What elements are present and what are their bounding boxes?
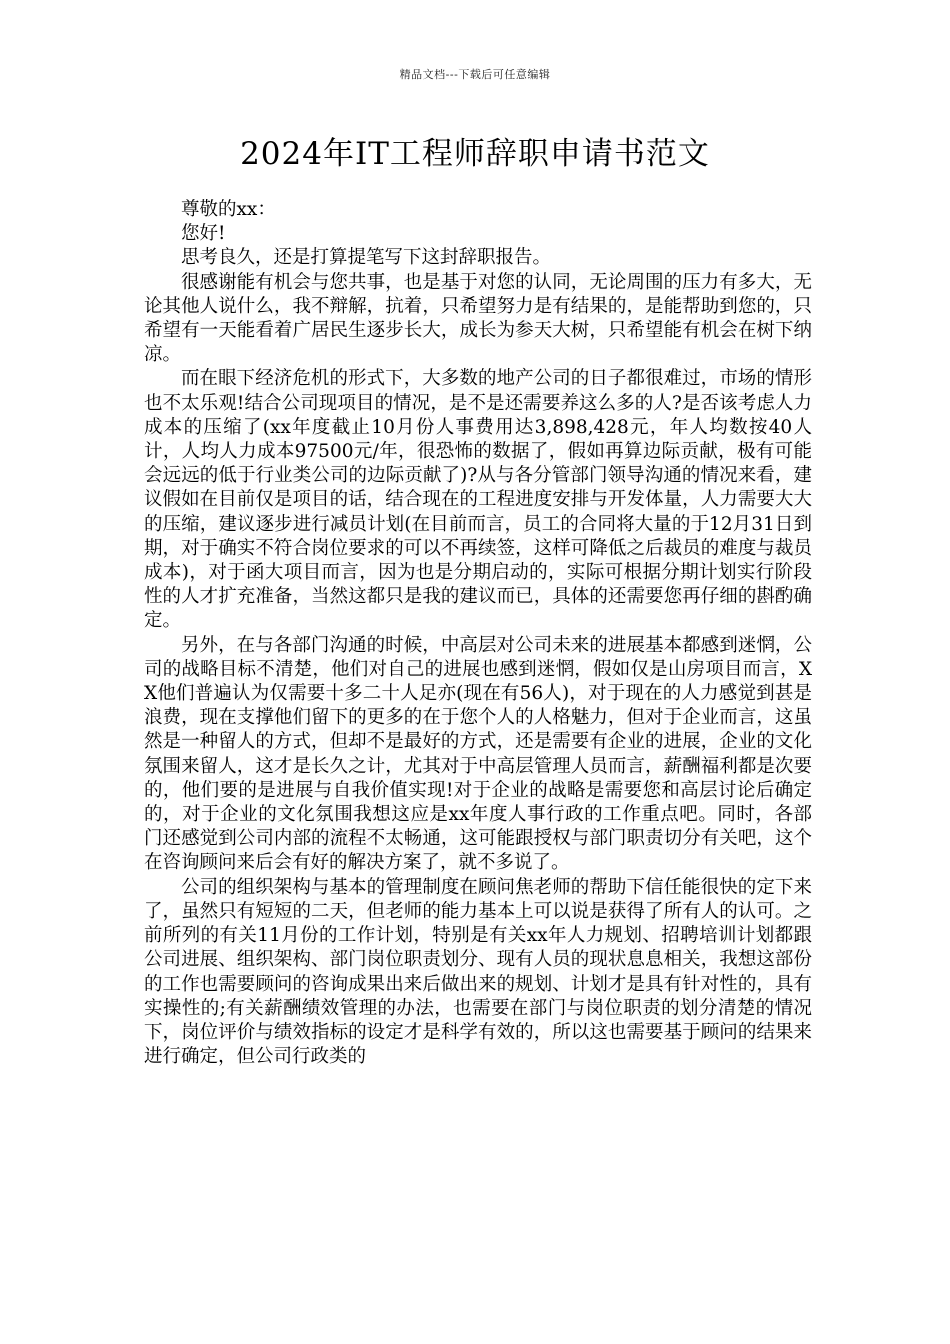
- paragraph: 很感谢能有机会与您共事，也是基于对您的认同，无论周围的压力有多大，无论其他人说什么，我不辩解，抗着，只希望努力是有结果的，是能帮助到您的，只希望有一天能看着广居民生逐步长大，成长为参天大树，只希望能有机会在树下纳凉。: [144, 271, 812, 366]
- document-body: [144, 198, 812, 1069]
- paragraph: 而在眼下经济危机的形式下，大多数的地产公司的日子都很难过，市场的情形也不太乐观!结合公司现项目的情况，是不是还需要养这么多的人?是否该考虑人力成本的压缩了(xx年度截止10月份人事费用达3,898,428元，年人均数按40人计，人均人力成本97500元/年，很恐怖的数据了，假如再算边际贡献，极有可能会远远的低于行业类公司的边际贡献了)?从与各分管部门领导沟通的情况来看，建议假如在目前仅是项目的话，结合现在的工程进度安排与开发体量，人力需要大大的压缩，建议逐步进行减员计划(在目前而言，员工的合同将大量的于12月31日到期，对于确实不符合岗位要求的可以不再续签，这样可降低之后裁员的难度与裁员成本)，对于函大项目而言，因为也是分期启动的，实际可根据分期计划实行阶段性的人才扩充准备，当然这都只是我的建议而已，具体的还需要您再仔细的斟酌确定。: [144, 368, 812, 632]
- header-note: 精品文档---下载后可任意编辑: [399, 68, 551, 81]
- paragraph: 思考良久，还是打算提笔写下这封辞职报告。: [181, 247, 552, 269]
- greeting: 您好!: [181, 223, 226, 245]
- paragraph: 公司的组织架构与基本的管理制度在顾问焦老师的帮助下信任能很快的定下来了，虽然只有短短的二天，但老师的能力基本上可以说是获得了所有人的认可。之前所列的有关11月份的工作计划，特别是有关xx年人力规划、招聘培训计划都跟公司进展、组织架构、部门岗位职责划分、现有人员的现状息息相关，我想这部份的工作也需要顾问的咨询成果出来后做出来的规划、计划才是具有针对性的，具有实操性的;有关薪酬绩效管理的办法，也需要在部门与岗位职责的划分清楚的情况下，岗位评价与绩效指标的设定才是科学有效的，所以这也需要基于顾问的结果来进行确定，但公司行政类的: [144, 876, 812, 1068]
- salutation: 尊敬的xx：: [181, 199, 276, 220]
- document-title: 2024年IT工程师辞职申请书范文: [240, 136, 710, 172]
- paragraph: 另外，在与各部门沟通的时候，中高层对公司未来的进展基本都感到迷惘，公司的战略目标不清楚，他们对自己的进展也感到迷惘，假如仅是山房项目而言，XX他们普遍认为仅需要十多二十人足亦(现在有56人)，对于现在的人力感觉到甚是浪费，现在支撑他们留下的更多的在于您个人的人格魅力，但对于企业而言，这虽然是一种留人的方式，但却不是最好的方式，还是需要有企业的进展，企业的文化氛围来留人，这才是长久之计，尤其对于中高层管理人员而言，薪酬福利都是次要的，他们要的是进展与自我价值实现!对于企业的战略是需要您和高层讨论后确定的，对于企业的文化氛围我想这应是xx年度人事行政的工作重点吧。同时，各部门还感觉到公司内部的流程不太畅通，这可能跟授权与部门职责切分有关吧，这个在咨询顾问来后会有好的解决方案了，就不多说了。: [144, 634, 812, 874]
